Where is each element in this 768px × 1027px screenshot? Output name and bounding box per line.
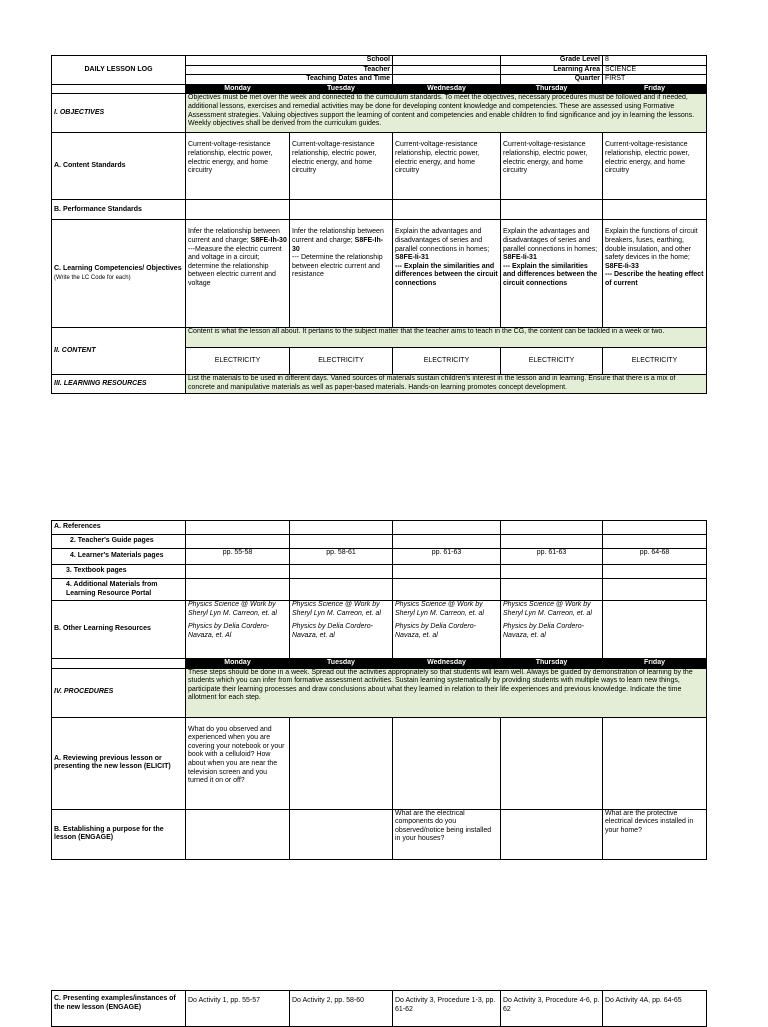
area-label: Learning Area	[501, 65, 603, 75]
day-header-blank	[52, 84, 186, 94]
competencies-fri[interactable]	[603, 220, 707, 328]
content-tue[interactable]: ELECTRICITY	[290, 348, 393, 375]
textbook-mon[interactable]	[186, 565, 290, 579]
tg-tue[interactable]	[290, 535, 393, 549]
other-resources-thu[interactable]	[501, 601, 603, 659]
competency-text: --- Explain the similarities and differences between the circuit connections	[503, 262, 598, 287]
lm-fri[interactable]: pp. 64-68	[603, 549, 707, 565]
objectives-label: I. OBJECTIVES	[52, 94, 186, 133]
lm-label: 4. Learner's Materials pages	[52, 549, 186, 565]
log-title: DAILY LESSON LOG	[52, 56, 186, 85]
content-standards-mon[interactable]: Current-voltage-resistance relationship, electric power, electric energy, and home circuitry	[186, 133, 290, 200]
performance-standards-mon[interactable]	[186, 200, 290, 220]
additional-materials-label: 4. Additional Materials from Learning Resource Portal	[52, 579, 186, 601]
competency-code: S8FE-Ii-31	[503, 254, 537, 262]
reviewing-tue[interactable]	[290, 717, 393, 809]
references-wed[interactable]	[393, 521, 501, 535]
establishing-wed[interactable]: What are the electrical components do you observed/notice being installed in your houses?	[393, 809, 501, 859]
resource-book: Physics by Delia Cordero-Navaza, et. al	[503, 623, 584, 639]
school-label: School	[186, 56, 393, 66]
reviewing-wed[interactable]	[393, 717, 501, 809]
competency-text: --- Explain the similarities and differences between the circuit connections	[395, 262, 498, 287]
tg-label: 2. Teacher's Guide pages	[52, 535, 186, 549]
references-tue[interactable]	[290, 521, 393, 535]
presenting-mon[interactable]: Do Activity 1, pp. 55-57	[186, 991, 290, 1027]
day-friday: Friday	[603, 84, 707, 94]
establishing-label: B. Establishing a purpose for the lesson (ENGAGE)	[52, 809, 186, 859]
day-tuesday: Tuesday	[290, 84, 393, 94]
resources-label: III. LEARNING RESOURCES	[52, 375, 186, 394]
competency-text: ---Measure the electric current and voltage in a circuit; determine the relationship between electric current and voltage	[188, 245, 282, 287]
lm-tue[interactable]: pp. 58-61	[290, 549, 393, 565]
tg-thu[interactable]	[501, 535, 603, 549]
performance-standards-tue[interactable]	[290, 200, 393, 220]
other-resources-mon[interactable]	[186, 601, 290, 659]
teacher-value[interactable]	[393, 65, 501, 75]
establishing-thu[interactable]	[501, 809, 603, 859]
content-thu[interactable]: ELECTRICITY	[501, 348, 603, 375]
textbook-fri[interactable]	[603, 565, 707, 579]
additional-materials-wed[interactable]	[393, 579, 501, 601]
reviewing-mon[interactable]: What do you observed and experienced when you are covering your notebook or your book with a celluloid? How about when you are near the television screen and you turned it on or off?	[186, 717, 290, 809]
tg-fri[interactable]	[603, 535, 707, 549]
quarter-label: Quarter	[501, 75, 603, 85]
other-resources-tue[interactable]	[290, 601, 393, 659]
competency-code: S8FE-Ii-33	[605, 262, 639, 270]
additional-materials-fri[interactable]	[603, 579, 707, 601]
textbook-tue[interactable]	[290, 565, 393, 579]
competencies-thu[interactable]	[501, 220, 603, 328]
content-mon[interactable]: ELECTRICITY	[186, 348, 290, 375]
day-wednesday: Wednesday	[393, 659, 501, 669]
references-mon[interactable]	[186, 521, 290, 535]
content-standards-label: A. Content Standards	[52, 133, 186, 200]
additional-materials-thu[interactable]	[501, 579, 603, 601]
competency-text: Explain the advantages and disadvantages of series and parallel connections in homes;	[395, 228, 490, 253]
content-standards-thu[interactable]: Current-voltage-resistance relationship, electric power, electric energy, and home circuitry	[501, 133, 603, 200]
other-resources-label: B. Other Learning Resources	[52, 601, 186, 659]
day-thursday: Thursday	[501, 84, 603, 94]
performance-standards-wed[interactable]	[393, 200, 501, 220]
content-wed[interactable]: ELECTRICITY	[393, 348, 501, 375]
procedures-label: IV. PROCEDURES	[52, 668, 186, 717]
resource-book: Physics Science @ Work by Sheryl Lyn M. Carreon, et. al	[503, 601, 592, 617]
performance-standards-label: B. Performance Standards	[52, 200, 186, 220]
establishing-mon[interactable]	[186, 809, 290, 859]
resource-book: Physics by Delia Cordero-Navaza, et. al	[395, 623, 476, 639]
content-label: II. CONTENT	[52, 328, 186, 375]
additional-materials-tue[interactable]	[290, 579, 393, 601]
references-thu[interactable]	[501, 521, 603, 535]
day-monday: Monday	[186, 84, 290, 94]
content-standards-tue[interactable]: Current-voltage-resistance relationship, electric power, electric energy, and home circuitry	[290, 133, 393, 200]
tg-mon[interactable]	[186, 535, 290, 549]
resource-book: Physics by Delia Cordero-Navaza, et. al	[292, 623, 373, 639]
content-standards-fri[interactable]: Current-voltage-resistance relationship, electric power, electric energy, and home circuitry	[603, 133, 707, 200]
performance-standards-thu[interactable]	[501, 200, 603, 220]
competency-code: S8FE-Ih-30	[292, 236, 384, 253]
establishing-fri[interactable]: What are the protective electrical devices installed in your home?	[603, 809, 707, 859]
day-monday: Monday	[186, 659, 290, 669]
resources-note: List the materials to be used in different days. Varied sources of materials sustain children's interest in the lesson and in learning. Ensure that there is a mix of concrete and manipulative materials as well as paper-based materials. Hands-on learning promotes concept development.	[186, 375, 707, 394]
presenting-fri[interactable]: Do Activity 4A, pp. 64-65	[603, 991, 707, 1027]
resource-book: Physics Science @ Work by Sheryl Lyn M. Carreon, et. al	[292, 601, 381, 617]
performance-standards-fri[interactable]	[603, 200, 707, 220]
competency-text: Infer the relationship between current and charge;	[292, 228, 384, 244]
content-fri[interactable]: ELECTRICITY	[603, 348, 707, 375]
teacher-label: Teacher	[186, 65, 393, 75]
area-value[interactable]: SCIENCE	[603, 65, 707, 75]
school-value[interactable]	[393, 56, 501, 66]
competencies-sublabel: (Write the LC Code for each)	[54, 274, 131, 281]
reviewing-fri[interactable]	[603, 717, 707, 809]
dates-label: Teaching Dates and Time	[186, 75, 393, 85]
grade-label: Grade Level	[501, 56, 603, 66]
competencies-wed[interactable]	[393, 220, 501, 328]
competencies-mon[interactable]	[186, 220, 290, 328]
competencies-tue[interactable]	[290, 220, 393, 328]
reviewing-thu[interactable]	[501, 717, 603, 809]
grade-value[interactable]: 8	[603, 56, 707, 66]
textbook-wed[interactable]	[393, 565, 501, 579]
presenting-thu[interactable]: Do Activity 3, Procedure 4-6, p. 62	[501, 991, 603, 1027]
day-friday: Friday	[603, 659, 707, 669]
dates-value[interactable]	[393, 75, 501, 85]
references-label: A. References	[52, 521, 186, 535]
lm-wed[interactable]: pp. 61-63	[393, 549, 501, 565]
tg-wed[interactable]	[393, 535, 501, 549]
day-header-blank	[52, 659, 186, 669]
textbook-thu[interactable]	[501, 565, 603, 579]
resource-book: Physics Science @ Work by Sheryl Lyn M. Carreon, et. al	[188, 601, 277, 617]
content-standards-wed[interactable]: Current-voltage-resistance relationship, electric power, electric energy, and home circuitry	[393, 133, 501, 200]
procedures-note: These steps should be done in a week. Spread out the activities appropriately so that students will learn well. Always be guided by demonstration of learning by the students which you can infer from formative assessment activities. Sustain learning systematically by providing students with multiple ways to learn new things, participate their learning processes and draw conclusions about what they learned in relation to their life experiences and previous knowledge. Indicate the time allotment for each step.	[186, 668, 707, 717]
textbook-label: 3. Textbook pages	[52, 565, 186, 579]
day-wednesday: Wednesday	[393, 84, 501, 94]
lm-mon[interactable]: pp. 55-58	[186, 549, 290, 565]
competency-code: S8FE-Ii-31	[395, 254, 429, 262]
competency-text: Explain the advantages and disadvantages of series and parallel connections in homes;	[503, 228, 598, 253]
lm-thu[interactable]: pp. 61-63	[501, 549, 603, 565]
competency-text: --- Determine the relationship between electric current and resistance	[292, 254, 383, 279]
lesson-log-table-2	[51, 520, 707, 860]
competency-text: Explain the functions of circuit breakers, fuses, earthing, double insulation, and other safety devices in the home;	[605, 228, 698, 262]
establishing-tue[interactable]	[290, 809, 393, 859]
competency-text: --- Describe the heating effect of current	[605, 271, 704, 287]
competencies-label	[52, 220, 186, 328]
presenting-label: C. Presenting examples/instances of the new lesson (ENGAGE)	[52, 991, 186, 1027]
lesson-log-table-1	[51, 55, 707, 394]
lesson-log-table-3	[51, 990, 707, 1027]
day-thursday: Thursday	[501, 659, 603, 669]
competency-text: Infer the relationship between current and charge;	[188, 228, 280, 244]
additional-materials-mon[interactable]	[186, 579, 290, 601]
resource-book: Physics Science @ Work by Sheryl Lyn M. Carreon, et. al	[395, 601, 484, 617]
presenting-wed[interactable]: Do Activity 3, Procedure 1-3, pp. 61-62	[393, 991, 501, 1027]
reviewing-label: A. Reviewing previous lesson or presenting the new lesson (ELICIT)	[52, 717, 186, 809]
competencies-title: C. Learning Competencies/ Objectives	[54, 265, 182, 273]
quarter-value[interactable]: FIRST	[603, 75, 707, 85]
objectives-note: Objectives must be met over the week and connected to the curriculum standards. To meet the objectives, necessary procedures must be followed and if needed, additional lessons, exercises and remedial activities may be done for developing content knowledge and competencies. These are assessed using Formative Assessment strategies. Valuing objectives support the learning of content and competencies and enable children to find significance and joy in learning the lessons. Weekly objectives shall be derived from the curriculum guides.	[186, 94, 707, 133]
day-tuesday: Tuesday	[290, 659, 393, 669]
other-resources-wed[interactable]	[393, 601, 501, 659]
content-note: Content is what the lesson all about. It pertains to the subject matter that the teacher aims to teach in the CG, the content can be tackled in a week or two.	[186, 328, 707, 348]
competency-code: S8FE-Ih-30	[250, 236, 287, 244]
other-resources-fri[interactable]	[603, 601, 707, 659]
references-fri[interactable]	[603, 521, 707, 535]
resource-book: Physics by Delia Cordero-Navaza, et. Al	[188, 623, 269, 639]
presenting-tue[interactable]: Do Activity 2, pp. 58-60	[290, 991, 393, 1027]
